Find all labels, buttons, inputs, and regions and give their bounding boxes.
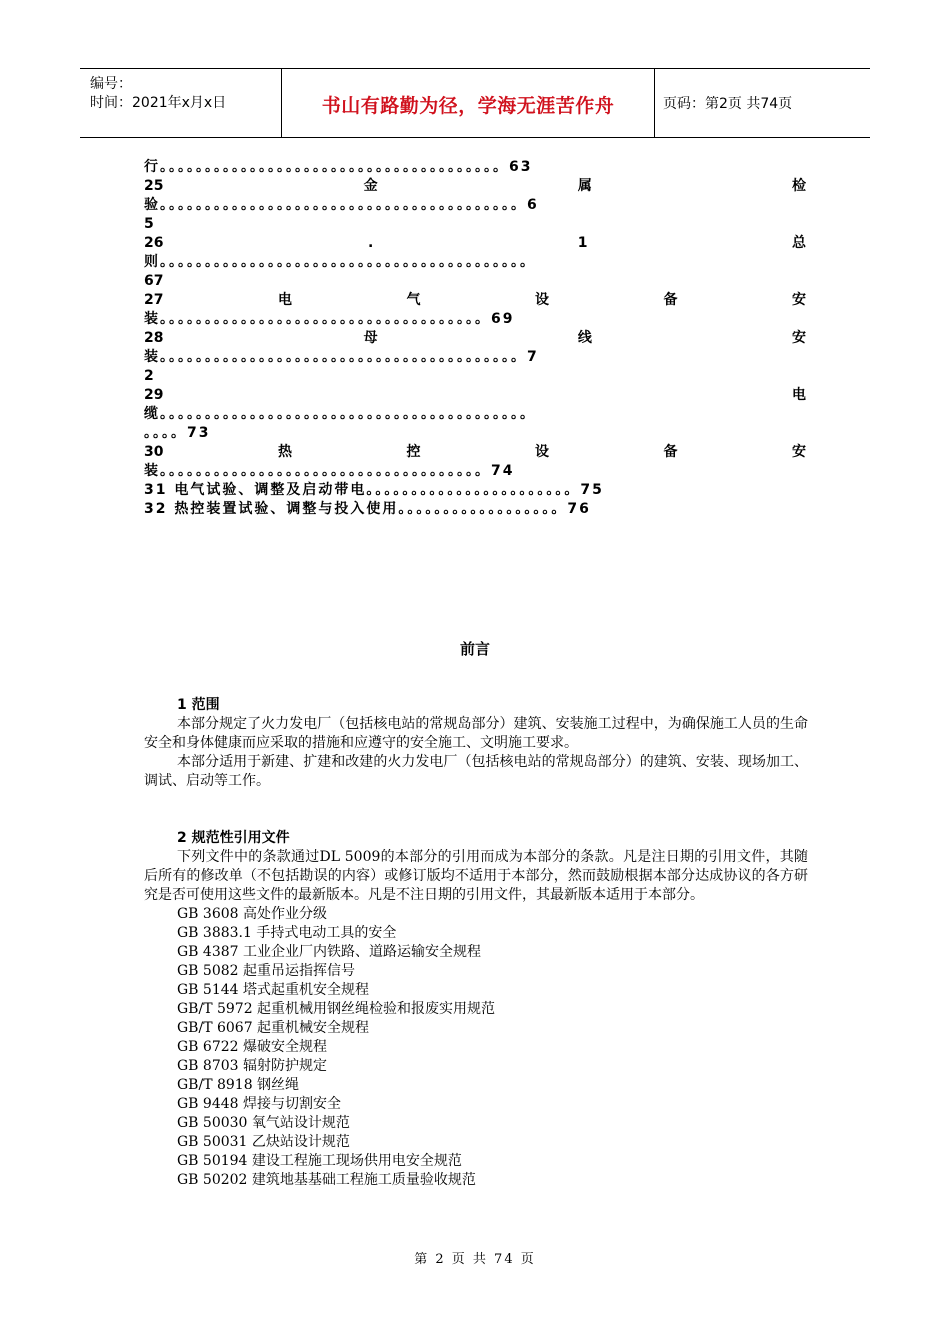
toc-token: 28 bbox=[144, 330, 164, 346]
toc-token: 电 bbox=[277, 292, 292, 308]
toc-token: . bbox=[367, 235, 374, 251]
reference-item: GB/T 8918 钢丝绳 bbox=[177, 1077, 300, 1093]
toc-token: 设 bbox=[534, 444, 549, 460]
toc-line: 缆。。。。。。。。。。。。。。。。。。。。。。。。。。。。。。。。。。。。。。。。。 bbox=[144, 406, 536, 422]
toc-token: 25 bbox=[144, 178, 164, 194]
toc-token: 热 bbox=[277, 444, 292, 460]
paragraph: 本部分规定了火力发电厂（包括核电站的常规岛部分）建筑、安装施工过程中，为确保施工人员的生命安全和身体健康而应采取的措施和应遵守的安全施工、文明施工要求。 bbox=[144, 716, 808, 751]
toc-token: 29 bbox=[144, 387, 164, 403]
toc-line bbox=[144, 386, 806, 405]
reference-item: GB 9448 焊接与切割安全 bbox=[177, 1096, 342, 1112]
toc-token: 安 bbox=[792, 330, 806, 346]
toc-line bbox=[144, 291, 806, 310]
toc-token: 安 bbox=[791, 444, 806, 460]
toc-token: 母 bbox=[363, 330, 378, 346]
page-footer: 第 2 页 共 74 页 bbox=[414, 1252, 536, 1267]
reference-item: GB 8703 辐射防护规定 bbox=[177, 1058, 328, 1074]
toc-token: 线 bbox=[577, 330, 592, 346]
toc-token: 总 bbox=[791, 235, 806, 251]
reference-item: GB 50202 建筑地基基础工程施工质量验收规范 bbox=[177, 1172, 476, 1188]
toc-token: 金 bbox=[363, 178, 378, 194]
toc-line: 则。。。。。。。。。。。。。。。。。。。。。。。。。。。。。。。。。。。。。。。。。 bbox=[144, 254, 536, 270]
reference-item: GB/T 6067 起重机械安全规程 bbox=[177, 1020, 370, 1036]
toc-line: 31 电气试验、调整及启动带电。。。。。。。。。。。。。。。。。。。。。。。75 bbox=[144, 482, 604, 498]
reference-item: GB 6722 爆破安全规程 bbox=[177, 1039, 328, 1055]
toc-line bbox=[144, 177, 806, 196]
header-motto: 书山有路勤为径，学海无涯苦作舟 bbox=[321, 95, 615, 117]
toc-token: 备 bbox=[663, 292, 678, 308]
toc-line bbox=[144, 234, 806, 253]
reference-item: GB 4387 工业企业厂内铁路、道路运输安全规程 bbox=[177, 944, 481, 960]
section-title: 2 规范性引用文件 bbox=[177, 830, 290, 846]
reference-item: GB 50194 建设工程施工现场供用电安全规范 bbox=[177, 1153, 462, 1169]
toc-line: 装。。。。。。。。。。。。。。。。。。。。。。。。。。。。。。。。。。。。74 bbox=[144, 463, 515, 479]
header-page-info: 页码：第2页 共74页 bbox=[663, 96, 793, 112]
toc-line: 装。。。。。。。。。。。。。。。。。。。。。。。。。。。。。。。。。。。。69 bbox=[144, 311, 515, 327]
document-date-label: 时间：2021年x月x日 bbox=[90, 95, 227, 111]
table-of-contents bbox=[144, 158, 806, 519]
reference-item: GB 50031 乙炔站设计规范 bbox=[177, 1134, 350, 1150]
foreword-heading: 前言 bbox=[459, 640, 490, 658]
toc-token: 设 bbox=[534, 292, 549, 308]
reference-item: GB 5082 起重吊运指挥信号 bbox=[177, 963, 356, 979]
document-body bbox=[144, 696, 808, 1190]
section-title: 1 范围 bbox=[177, 697, 220, 713]
toc-line: 67 bbox=[144, 273, 164, 289]
page-header bbox=[80, 68, 870, 138]
toc-line: 。。。。73 bbox=[144, 425, 211, 441]
header-page-cell bbox=[655, 69, 870, 137]
toc-line bbox=[144, 329, 806, 348]
toc-line: 装。。。。。。。。。。。。。。。。。。。。。。。。。。。。。。。。。。。。。。。。7 bbox=[144, 349, 539, 365]
toc-token: 备 bbox=[663, 444, 678, 460]
toc-token: 电 bbox=[792, 387, 806, 403]
toc-line: 2 bbox=[144, 368, 154, 384]
toc-line bbox=[144, 443, 806, 462]
toc-token: 控 bbox=[406, 444, 421, 460]
toc-token: 属 bbox=[577, 178, 592, 194]
document-number-label: 编号： bbox=[90, 76, 132, 92]
header-meta-cell bbox=[80, 69, 282, 137]
reference-item: GB/T 5972 起重机械用钢丝绳检验和报废实用规范 bbox=[177, 1001, 496, 1017]
toc-token: 检 bbox=[792, 178, 806, 194]
toc-line: 行。。。。。。。。。。。。。。。。。。。。。。。。。。。。。。。。。。。。。。63 bbox=[144, 159, 533, 175]
reference-item: GB 3608 高处作业分级 bbox=[177, 906, 328, 922]
toc-line: 验。。。。。。。。。。。。。。。。。。。。。。。。。。。。。。。。。。。。。。。。6 bbox=[144, 197, 539, 213]
toc-token: 27 bbox=[144, 292, 164, 308]
paragraph: 下列文件中的条款通过DL 5009的本部分的引用而成为本部分的条款。凡是注日期的引用文件，其随后所有的修改单（不包括勘误的内容）或修订版均不适用于本部分，然而鼓励根据本部分达成协议的各方研究是否可使用这些文件的最新版本。凡是不注日期的引用文件，其最新版本适用于本部分。 bbox=[144, 849, 808, 903]
paragraph: 本部分适用于新建、扩建和改建的火力发电厂（包括核电站的常规岛部分）的建筑、安装、现场加工、调试、启动等工作。 bbox=[144, 754, 808, 789]
toc-token: 气 bbox=[406, 292, 421, 308]
toc-token: 1 bbox=[577, 235, 588, 251]
toc-token: 安 bbox=[791, 292, 806, 308]
toc-token: 30 bbox=[144, 444, 164, 460]
toc-line: 32 热控装置试验、调整与投入使用。。。。。。。。。。。。。。。。。。76 bbox=[144, 501, 591, 517]
reference-item: GB 50030 氧气站设计规范 bbox=[177, 1115, 350, 1131]
reference-item: GB 3883.1 手持式电动工具的安全 bbox=[177, 925, 397, 941]
toc-token: 26 bbox=[144, 235, 164, 251]
toc-line: 5 bbox=[144, 216, 154, 232]
header-motto-cell bbox=[282, 69, 655, 137]
reference-item: GB 5144 塔式起重机安全规程 bbox=[177, 982, 370, 998]
